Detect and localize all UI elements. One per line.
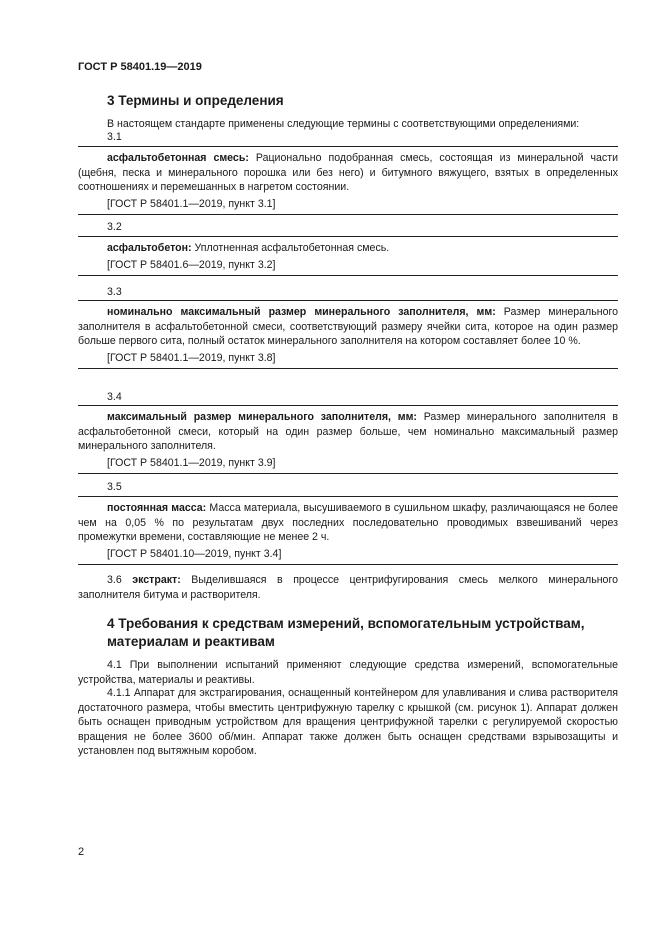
term-box-3-2 bbox=[78, 236, 618, 276]
term-number-3-1: 3.1 bbox=[107, 131, 122, 143]
term-definition bbox=[78, 151, 618, 195]
section-4-title-line-1: 4 Требования к средствам измерений, вспомогательным устройствам, bbox=[107, 616, 585, 631]
term-box-3-1 bbox=[78, 146, 618, 215]
term-text: Выделившаяся в процессе центрифугирования смесь мелкого минерального заполнителя битума и растворителя. bbox=[78, 574, 618, 601]
term-definition bbox=[78, 501, 618, 545]
term-3-6 bbox=[78, 573, 618, 602]
section-4-title-line-2: материалам и реактивам bbox=[107, 634, 275, 649]
section-3-intro: В настоящем стандарте применены следующие термины с соответствующими определениями: bbox=[107, 118, 580, 130]
term-reference: [ГОСТ Р 58401.1—2019, пункт 3.8] bbox=[107, 351, 276, 364]
term-definition bbox=[78, 305, 618, 349]
term-name: постоянная масса: bbox=[107, 502, 207, 514]
term-reference: [ГОСТ Р 58401.1—2019, пункт 3.9] bbox=[107, 456, 276, 469]
section-3-title: 3 Термины и определения bbox=[107, 93, 284, 108]
term-text: Размер минерального заполнителя в асфальтобетонной смеси, который на один размер больше, чем номинально максимальный размер минерального заполнителя. bbox=[78, 411, 618, 453]
document-header: ГОСТ Р 58401.19—2019 bbox=[78, 61, 202, 73]
term-number-3-4: 3.4 bbox=[107, 391, 122, 403]
term-name: экстракт: bbox=[132, 574, 181, 586]
term-reference: [ГОСТ Р 58401.1—2019, пункт 3.1] bbox=[107, 197, 276, 210]
term-name: асфальтобетонная смесь: bbox=[107, 152, 249, 164]
term-definition bbox=[78, 410, 618, 454]
section-4-title bbox=[107, 615, 585, 651]
term-name: асфальтобетон: bbox=[107, 242, 192, 254]
term-definition bbox=[78, 241, 618, 256]
term-number-3-2: 3.2 bbox=[107, 221, 122, 233]
term-text: Масса материала, высушиваемого в сушильном шкафу, различающаяся не более чем на 0,05 % по результатам двух последних последовательно проводимых взвешиваний через промежутки времени, составляющие не менее 2 ч. bbox=[78, 502, 618, 544]
term-text: Уплотненная асфальтобетонная смесь. bbox=[191, 242, 390, 254]
term-name: номинально максимальный размер минерального заполнителя, мм: bbox=[107, 306, 496, 318]
term-reference: [ГОСТ Р 58401.6—2019, пункт 3.2] bbox=[107, 258, 276, 271]
term-box-3-4 bbox=[78, 405, 618, 474]
term-reference: [ГОСТ Р 58401.10—2019, пункт 3.4] bbox=[107, 547, 282, 560]
term-text: Рационально подобранная смесь, состоящая из минеральной части (щебня, песка и минерального порошка или без него) и битумного вяжущего, взятых в определенных соотношениях и перемешанных в нагретом состоянии. bbox=[78, 152, 618, 194]
paragraph-4-1: 4.1 При выполнении испытаний применяют следующие средства измерений, вспомогательные устройства, материалы и реактивы. bbox=[78, 659, 618, 686]
term-box-3-5 bbox=[78, 496, 618, 565]
term-name: максимальный размер минерального заполнителя, мм: bbox=[107, 411, 417, 423]
page-number: 2 bbox=[78, 846, 85, 858]
term-number-3-3: 3.3 bbox=[107, 286, 122, 298]
paragraph-4-1-1: 4.1.1 Аппарат для экстрагирования, оснащенный контейнером для улавливания и слива растворителя достаточного размера, чтобы вместить центрифужную тарелку с крышкой (см. рисунок 1). Аппарат должен быть оснащен приводным устройством для вращения центрифужной тарелки с регулируемой скоростью вращения не более 3600 об/мин. Аппарат также должен быть оснащен средствами взрывозащиты и установлен под вытяжным коробом. bbox=[78, 687, 618, 758]
term-number-3-6: 3.6 bbox=[107, 574, 122, 586]
term-box-3-3 bbox=[78, 300, 618, 369]
term-text: Размер минерального заполнителя в асфальтобетонной смеси, соответствующий размеру ячейки сита, которое на один размер больше первого сита, полный остаток минерального заполнителя на котором составляет более 10 %. bbox=[78, 306, 618, 348]
term-number-3-5: 3.5 bbox=[107, 481, 122, 493]
